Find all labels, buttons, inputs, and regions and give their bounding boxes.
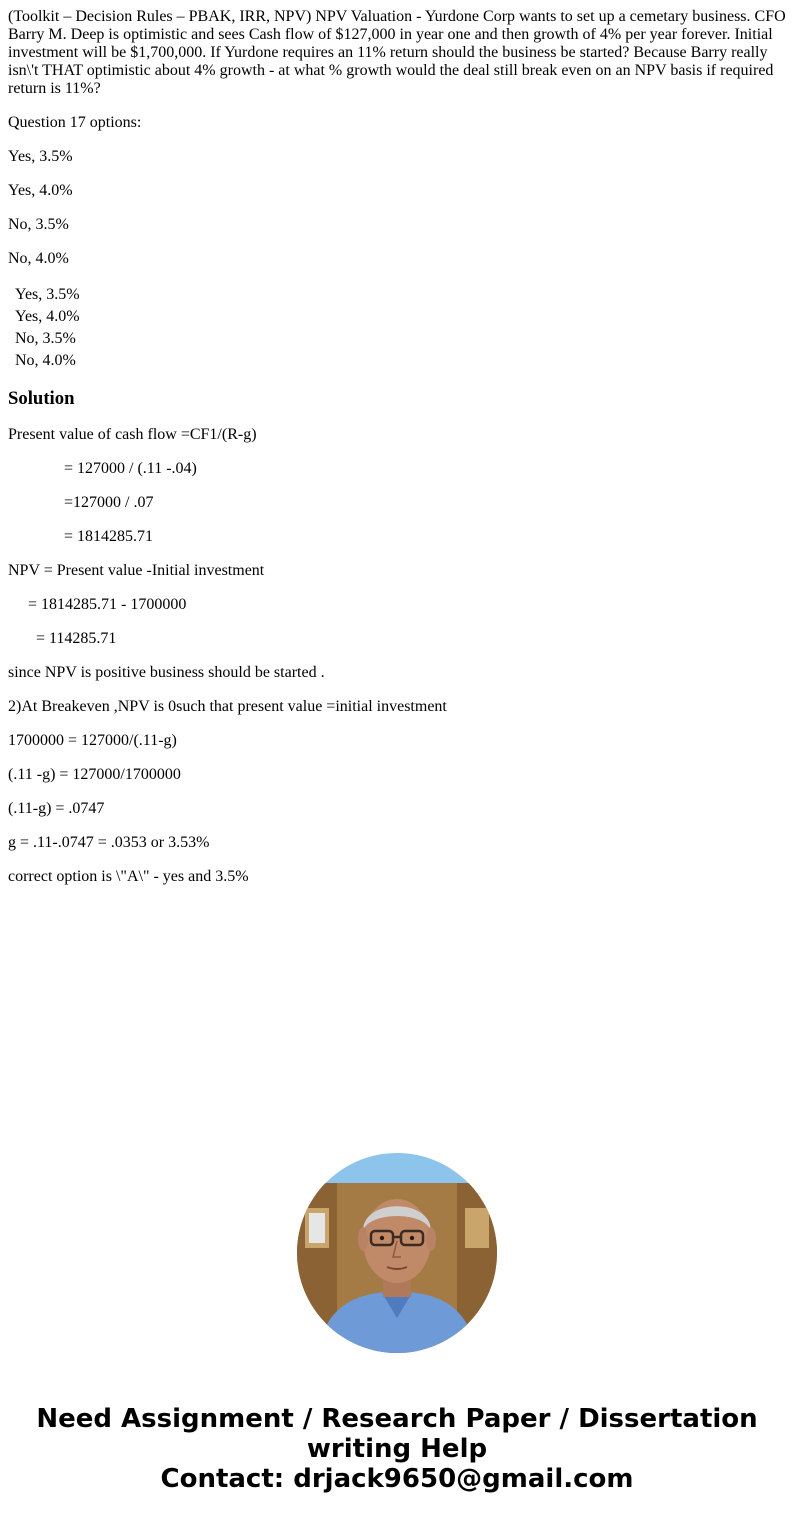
option-text-3: No, 3.5% bbox=[8, 216, 69, 233]
promo-line-2: writing Help bbox=[306, 1434, 488, 1464]
document-content bbox=[8, 8, 786, 902]
solution-line: g = .11-.0747 = .0353 or 3.53% bbox=[8, 834, 210, 851]
solution-body bbox=[8, 426, 786, 886]
solution-line: since NPV is positive business should be started . bbox=[8, 664, 325, 681]
question-text: (Toolkit – Decision Rules – PBAK, IRR, NPV) NPV Valuation - Yurdone Corp wants to set up a cemetary business. CFO Barry M. Deep is optimistic and sees Cash flow of $127,000 in year one and then growth of 4% per year forever. Initial investment will be $1,700,000. If Yurdone requires an 11% return should the business be started? Because Barry really isn\'t THAT optimistic about 4% growth - at what % growth would the deal still break even on an NPV basis if required return is 11%? bbox=[8, 8, 786, 97]
person-photo-icon bbox=[297, 1153, 497, 1353]
solution-line: = 1814285.71 - 1700000 bbox=[28, 596, 187, 613]
solution-line: = 127000 / (.11 -.04) bbox=[64, 460, 197, 477]
option-text-1: Yes, 3.5% bbox=[8, 148, 73, 165]
option-text-4: No, 4.0% bbox=[8, 250, 69, 267]
radio-option-4[interactable]: No, 4.0% bbox=[15, 352, 76, 369]
promo-contact[interactable]: Contact: drjack9650@gmail.com bbox=[160, 1464, 634, 1494]
solution-line: (.11-g) = .0747 bbox=[8, 800, 105, 817]
solution-line: = 114285.71 bbox=[36, 630, 117, 647]
tutor-avatar bbox=[297, 1153, 497, 1353]
solution-line: NPV = Present value -Initial investment bbox=[8, 562, 265, 579]
radio-option-1[interactable]: Yes, 3.5% bbox=[15, 286, 80, 303]
solution-line: correct option is \"A\" - yes and 3.5% bbox=[8, 868, 249, 885]
options-label: Question 17 options: bbox=[8, 114, 142, 131]
solution-line: (.11 -g) = 127000/1700000 bbox=[8, 766, 181, 783]
solution-line: =127000 / .07 bbox=[64, 494, 154, 511]
radio-option-3[interactable]: No, 3.5% bbox=[15, 330, 76, 347]
solution-line: 1700000 = 127000/(.11-g) bbox=[8, 732, 177, 749]
option-text-2: Yes, 4.0% bbox=[8, 182, 73, 199]
solution-heading: Solution bbox=[8, 388, 75, 409]
radio-option-2[interactable]: Yes, 4.0% bbox=[15, 308, 80, 325]
promo-banner bbox=[0, 1404, 794, 1494]
solution-line: = 1814285.71 bbox=[64, 528, 154, 545]
solution-line: 2)At Breakeven ,NPV is 0such that present value =initial investment bbox=[8, 698, 447, 715]
radio-options-list bbox=[8, 284, 786, 372]
promo-line-1: Need Assignment / Research Paper / Dissertation bbox=[36, 1404, 758, 1434]
solution-line: Present value of cash flow =CF1/(R-g) bbox=[8, 426, 257, 443]
